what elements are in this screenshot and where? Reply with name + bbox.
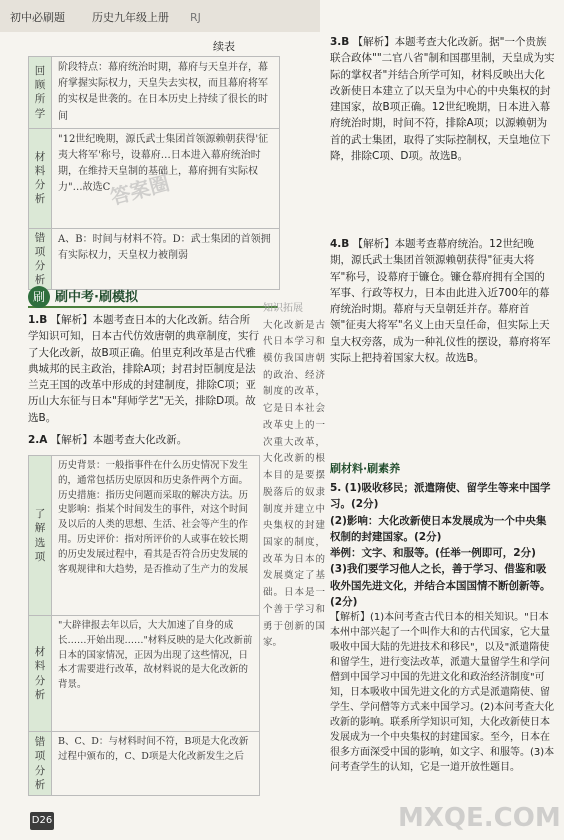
knowledge-sidebar: [263, 300, 325, 652]
row-text: "大辟律报去年以后，大大加速了自身的成长……开始出现……"材料反映的是大化改新前日本的国家情况，正因为出现了这些情况，日本才需要进行改革，故材料说的是大化改新的背景。: [52, 616, 260, 732]
page-header: [0, 0, 320, 32]
answer-2: (2)影响：大化改新使日本发展成为一个中央集权制的封建国家。(2分): [330, 514, 547, 543]
watermark-stamp: 答案圈: [107, 170, 172, 210]
answer-4: (3)我们要学习他人之长，善于学习、借鉴和吸收外国先进文化，并结合本国国情不断创新等。(2分): [330, 563, 551, 608]
answer-analysis: 【解析】(1)本问考查古代日本的相关知识。"日本本州中部兴起了一个叫作大和的古代国家，它大量吸收中国大陆的先进技术和移民"，以及"派遣隋使和留学生，进行变法改革，派遣大量留学生和学问僧到中国学习中国的先进文化和政治经济制度"可知，日本吸收中国先进文化的方式是派遣隋使、留学生、学问僧等方式来中国学习。(2)本问考查大化改新的影响。联系所学知识可知，大化改新使日本发展成为一个中央集权的封建国家。至今，日本在很多方面深受中国的影响，如文字、和服等。(3)本问考查学生的认知，它是一道开放性题目。: [330, 612, 555, 774]
question-2: [28, 432, 260, 448]
row-text: B、C、D：与材料时间不符，B项是大化改新过程中颁布的，C、D项是大化改新发生之后: [52, 732, 260, 796]
brush-icon: 刷: [28, 286, 50, 308]
sidebar-text: 大化改新是古代日本学习和模仿我国唐朝的政治、经济制度的改革，它是日本社会改革史上的一次重大改革，大化改新的根本目的是要摆脱落后的奴隶制度并建立中央集权的封建国家的制度，改革为日本的发展奠定了基础。日本是一个善于学习和勇于创新的国家。: [263, 319, 325, 649]
question-analysis: 【解析】本题考查幕府统治。12世纪晚期，源氏武士集团首领源赖朝获得"征夷大将军"称号，设幕府于镰仓。镰仓幕府拥有全国的军事、行政等权力，日本由此进入近700年的幕府统治时期。幕府与天皇朝廷并存。幕府首领"征夷大将军"名义上由天皇任命，但实际上天皇大权旁落，成为一种礼仪性的摆设，幕府将军实际上把持着国家大权。故选B。: [330, 238, 551, 364]
question-analysis: 【解析】本题考查大化改新。据"一个贵族联合政体""二官八省"制和国郡里制，天皇成为实际的掌权者"并结合所学可知，材料反映出大化改新使日本建立了以天皇为中心的中央集权的封建国家，故B项正确。12世纪晚期，日本进入幕府统治时期，时间不符，排除A项；以源赖朝为首的武士集团，取得了实际控制权，天皇地位下降，排除C项、D项。故选B。: [330, 36, 555, 162]
row-label: 回顾所学: [34, 65, 46, 120]
section-title: 刷中考·刷模拟: [55, 290, 138, 305]
sidebar-heading: 知识拓展: [263, 303, 303, 314]
question-5: [330, 480, 555, 775]
row-label: 错项分析: [34, 231, 46, 287]
watermark-logo: MXQE.COM: [398, 803, 561, 833]
edition-label: RJ: [190, 11, 201, 24]
continued-label: 续表: [213, 40, 235, 53]
page-number: D26: [30, 812, 54, 830]
question-analysis: 【解析】本题考查大化改新。: [50, 434, 188, 446]
question-number: 2.A: [28, 434, 48, 446]
question-1: [28, 312, 260, 426]
row-text: A、B：时间与材料不符。D：武士集团的首领拥有实际权力，天皇权力被削弱: [52, 228, 280, 290]
sub-section-title: 刷材料·刷素养: [330, 462, 401, 475]
question-number: 5.: [330, 482, 342, 494]
row-text: 阶段特点：幕府统治时期，幕府与天皇并存，幕府掌握实际权力，天皇失去实权，而且幕府将军的实权是世袭的。在日本历史上持续了很长的时间: [52, 57, 280, 129]
question-3: [330, 34, 555, 164]
answer-3: 举例：文字、和服等。(任举一例即可，2分): [330, 547, 536, 560]
book-title: 初中必刷题: [10, 11, 65, 24]
question-number: 4.B: [330, 238, 350, 250]
question-number: 1.B: [28, 314, 48, 326]
answer-1: (1)吸收移民；派遣隋使、留学生等来中国学习。(2分): [330, 482, 551, 511]
subject-title: 历史九年级上册: [92, 11, 169, 24]
row-label: 材料分析: [34, 646, 46, 701]
question-4: [330, 236, 555, 366]
row-text: "12世纪晚期，源氏武士集团首领源赖朝获得'征夷大将军'称号，设幕府…日本进入幕府统治时期，在维持天皇制的基础上，幕府拥有实际权力"…故选C: [52, 128, 280, 228]
question-number: 3.B: [330, 36, 350, 48]
question-analysis: 【解析】本题考查日本的大化改新。结合所学知识可知，日本古代仿效唐朝的典章制度，实行了大化改新，故B项正确。伯里克利改革是古代雅典城邦的民主政治，排除A项；封君封臣制度是法兰克王国的改革中形成的封建制度，排除C项；亚历山大东征与日本"拜师学艺"无关，排除D项。故选B。: [28, 314, 259, 424]
section-header: [28, 286, 278, 308]
row-label: 了解选项: [34, 508, 46, 563]
row-label: 错项分析: [34, 736, 46, 791]
row-label: 材料分析: [34, 150, 46, 206]
row-text: 历史背景：一般指事件在什么历史情况下发生的，通常包括历史原因和历史条件两个方面。历史措施：指历史问题而采取的解决方法。历史影响：指某个时间发生的事件，对这个时间及以后的人类的思想、生活、社会等产生的作用。历史评价：指对所评价的人或事在较长期的历史发展过程中，看其是否符合历史发展的客观规律和大趋势，是否推动了生产力的发展: [52, 456, 260, 616]
analysis-table-2: [28, 455, 260, 796]
